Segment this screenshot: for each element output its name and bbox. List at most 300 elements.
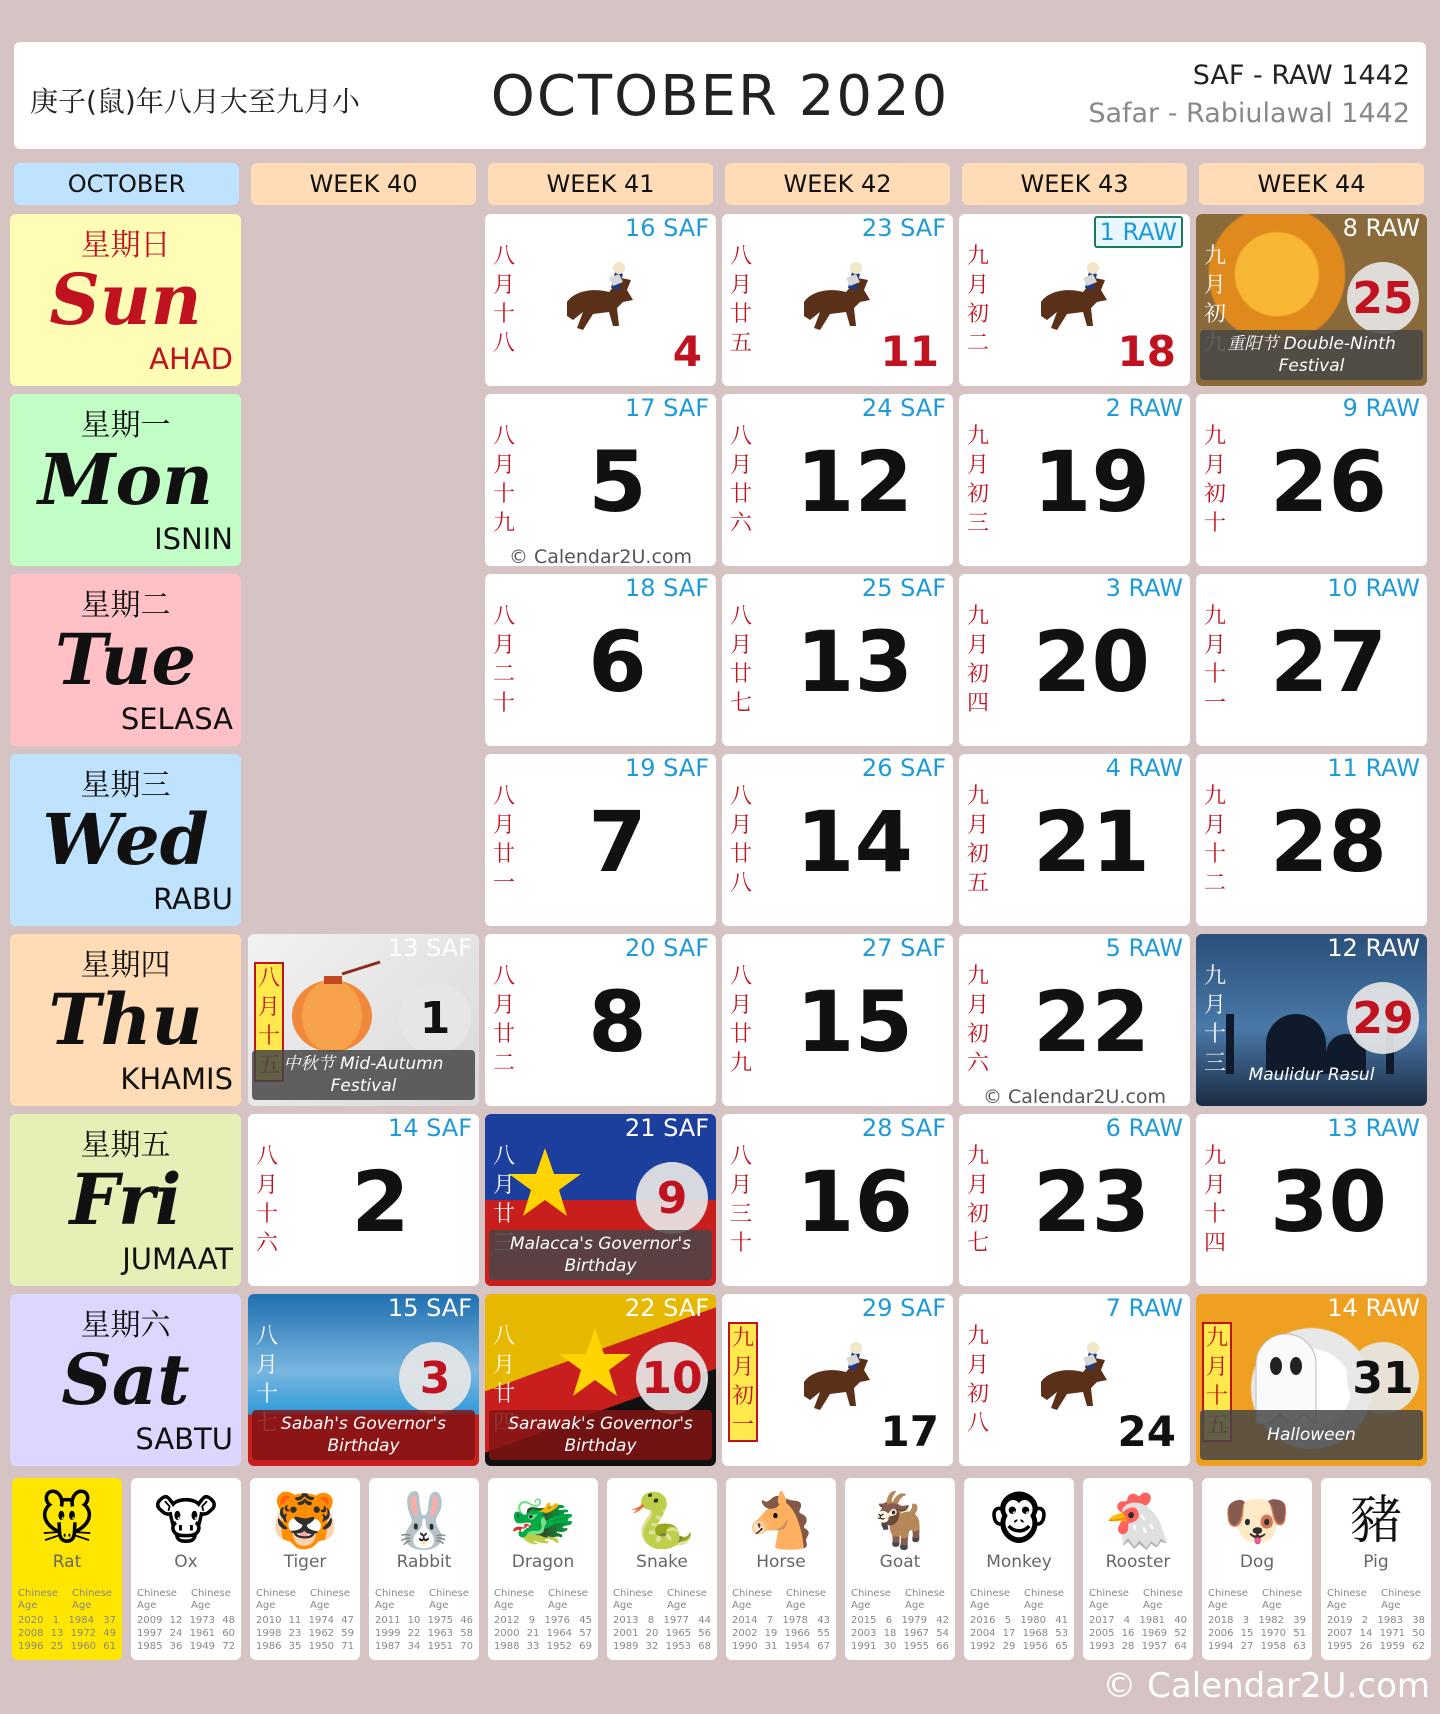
age-header-label: Chinese Age bbox=[548, 1588, 588, 1611]
zodiac-name: Rooster bbox=[1105, 1552, 1171, 1572]
lunar-date: 八月廿 bbox=[492, 1324, 515, 1407]
age-cell: 13 bbox=[50, 1628, 64, 1639]
age-cell: 1983 bbox=[1377, 1615, 1403, 1626]
age-cell: 60 bbox=[222, 1628, 235, 1639]
age-cell: 5 bbox=[1004, 1615, 1012, 1626]
lunar-date: 八月廿 bbox=[492, 1144, 515, 1227]
age-cell: 44 bbox=[698, 1615, 711, 1626]
zodiac-name: Dragon bbox=[511, 1552, 575, 1572]
age-row bbox=[970, 1640, 1068, 1653]
zodiac-name: Tiger bbox=[283, 1552, 327, 1572]
day-name-chinese: 星期五 bbox=[80, 1128, 171, 1163]
islamic-date: 16 SAF bbox=[624, 214, 709, 242]
day-number: 11 bbox=[880, 327, 939, 376]
age-cell: 3 bbox=[1242, 1615, 1250, 1626]
zodiac-age-header bbox=[137, 1588, 235, 1612]
holiday-label: 中秋节 Mid-Autumn Festival bbox=[252, 1050, 475, 1100]
age-cell: 1961 bbox=[189, 1628, 216, 1639]
lunar-date: 八月十六 bbox=[255, 1144, 278, 1256]
age-cell: 50 bbox=[1412, 1628, 1425, 1639]
age-cell: 67 bbox=[817, 1641, 830, 1652]
day-number: 6 bbox=[588, 613, 647, 711]
islamic-date: 10 RAW bbox=[1327, 574, 1420, 602]
day-number: 14 bbox=[796, 793, 913, 891]
age-cell: 1963 bbox=[427, 1628, 454, 1639]
age-cell: 33 bbox=[526, 1641, 540, 1652]
age-header-label: Chinese Age bbox=[72, 1588, 112, 1611]
age-cell: 1973 bbox=[189, 1615, 216, 1626]
day-cell-9[interactable] bbox=[485, 1114, 716, 1286]
age-header-label: Chinese Age bbox=[429, 1588, 469, 1611]
age-cell: 20 bbox=[645, 1628, 659, 1639]
age-row bbox=[494, 1614, 592, 1627]
lunar-date: 八月三十 bbox=[729, 1144, 752, 1256]
day-cell-15[interactable] bbox=[722, 934, 953, 1106]
day-cell-28[interactable] bbox=[1196, 754, 1427, 926]
day-number: 5 bbox=[588, 433, 647, 531]
age-row bbox=[613, 1640, 711, 1653]
day-number: 20 bbox=[1033, 613, 1150, 711]
lunar-date: 八月十九 bbox=[492, 424, 515, 536]
zodiac-card-pig bbox=[1321, 1478, 1431, 1660]
day-cell-2[interactable] bbox=[248, 1114, 479, 1286]
age-row bbox=[18, 1614, 116, 1627]
age-header-label: Chinese Age bbox=[1143, 1588, 1183, 1611]
horse-racing-icon bbox=[1023, 1330, 1123, 1426]
day-cell-10[interactable] bbox=[485, 1294, 716, 1466]
day-label-wed bbox=[10, 754, 241, 926]
islamic-date: 14 RAW bbox=[1327, 1294, 1420, 1322]
day-number: 29 bbox=[1347, 982, 1419, 1054]
zodiac-card-dragon bbox=[488, 1478, 598, 1660]
age-cell: 2000 bbox=[494, 1628, 520, 1639]
zodiac-age-header bbox=[732, 1588, 830, 1612]
lunar-year-label: 庚子(鼠)年八月大至九月小 bbox=[30, 85, 360, 118]
age-cell: 1977 bbox=[663, 1615, 689, 1626]
islamic-date: 28 SAF bbox=[861, 1114, 946, 1142]
day-name-chinese: 星期日 bbox=[80, 228, 171, 263]
age-cell: 1970 bbox=[1260, 1628, 1287, 1639]
age-cell: 2013 bbox=[613, 1615, 639, 1626]
age-row bbox=[18, 1627, 116, 1640]
age-cell: 72 bbox=[222, 1641, 235, 1652]
day-cell-30[interactable] bbox=[1196, 1114, 1427, 1286]
day-number: 10 bbox=[636, 1342, 708, 1414]
zodiac-card-snake bbox=[607, 1478, 717, 1660]
age-cell: 57 bbox=[579, 1628, 592, 1639]
day-label-thu bbox=[10, 934, 241, 1106]
day-number: 23 bbox=[1033, 1153, 1150, 1251]
age-header-label: Chinese Age bbox=[1089, 1588, 1129, 1611]
day-name-english: Sun bbox=[49, 258, 202, 341]
rabbit-icon: 🐰 bbox=[390, 1489, 458, 1552]
age-cell: 71 bbox=[341, 1641, 354, 1652]
age-cell: 68 bbox=[698, 1641, 711, 1652]
islamic-date: 17 SAF bbox=[624, 394, 709, 422]
week-column-head: WEEK 42 bbox=[725, 163, 950, 205]
islamic-date: 13 SAF bbox=[387, 934, 472, 962]
day-cell-19[interactable] bbox=[959, 394, 1190, 566]
zodiac-name: Goat bbox=[879, 1552, 921, 1572]
day-number: 13 bbox=[796, 613, 913, 711]
age-cell: 15 bbox=[1240, 1628, 1254, 1639]
age-cell: 2010 bbox=[256, 1615, 282, 1626]
age-cell: 27 bbox=[1240, 1641, 1254, 1652]
flag-star-icon bbox=[555, 1324, 635, 1404]
day-cell-27[interactable] bbox=[1196, 574, 1427, 746]
age-cell: 64 bbox=[1174, 1641, 1187, 1652]
day-name-english: Tue bbox=[54, 618, 197, 701]
watermark: © Calendar2U.com bbox=[508, 546, 693, 566]
day-name-english: Wed bbox=[42, 798, 209, 881]
age-cell: 1967 bbox=[903, 1628, 930, 1639]
age-cell: 34 bbox=[407, 1641, 421, 1652]
zodiac-name: Dog bbox=[1239, 1552, 1275, 1572]
age-cell: 1998 bbox=[256, 1628, 282, 1639]
age-cell: 2001 bbox=[613, 1628, 639, 1639]
week-column-head: WEEK 43 bbox=[962, 163, 1187, 205]
day-number: 12 bbox=[796, 433, 913, 531]
zodiac-name: Horse bbox=[756, 1552, 806, 1572]
islamic-date: 29 SAF bbox=[861, 1294, 946, 1322]
zodiac-age-header bbox=[851, 1588, 949, 1612]
day-number: 30 bbox=[1270, 1153, 1387, 1251]
age-header-label: Chinese Age bbox=[970, 1588, 1010, 1611]
age-cell: 1955 bbox=[903, 1641, 930, 1652]
islamic-month-long: Safar - Rabiulawal 1442 bbox=[1088, 98, 1410, 129]
age-header-label: Chinese Age bbox=[191, 1588, 231, 1611]
age-cell: 1978 bbox=[782, 1615, 808, 1626]
day-cell-22[interactable] bbox=[959, 934, 1190, 1106]
age-cell: 1979 bbox=[901, 1615, 927, 1626]
zodiac-card-tiger bbox=[250, 1478, 360, 1660]
day-name-malay: ISNIN bbox=[154, 522, 233, 556]
age-cell: 31 bbox=[764, 1641, 778, 1652]
age-row bbox=[137, 1640, 235, 1653]
islamic-month-short: SAF - RAW 1442 bbox=[1192, 60, 1410, 91]
age-row bbox=[851, 1640, 949, 1653]
age-cell: 6 bbox=[885, 1615, 893, 1626]
age-cell: 1974 bbox=[308, 1615, 335, 1626]
holiday-label: Halloween bbox=[1200, 1410, 1423, 1460]
day-name-malay: SABTU bbox=[135, 1422, 233, 1456]
lunar-date: 九月初六 bbox=[966, 964, 989, 1076]
day-number: 8 bbox=[588, 973, 647, 1071]
day-cell-21[interactable] bbox=[959, 754, 1190, 926]
day-name-chinese: 星期一 bbox=[80, 408, 171, 443]
horse-racing-icon bbox=[786, 1330, 886, 1426]
day-name-english: Thu bbox=[48, 978, 203, 1061]
age-cell: 30 bbox=[883, 1641, 897, 1652]
day-number: 31 bbox=[1347, 1342, 1419, 1414]
age-cell: 1953 bbox=[665, 1641, 692, 1652]
age-row bbox=[375, 1627, 473, 1640]
lunar-date: 九月初 bbox=[1203, 244, 1226, 327]
lunar-date: 八月廿七 bbox=[729, 604, 752, 716]
age-cell: 65 bbox=[1055, 1641, 1068, 1652]
islamic-date: 15 SAF bbox=[387, 1294, 472, 1322]
age-cell: 42 bbox=[936, 1615, 949, 1626]
age-header-label: Chinese Age bbox=[851, 1588, 891, 1611]
age-cell: 14 bbox=[1359, 1628, 1373, 1639]
day-cell-8[interactable] bbox=[485, 934, 716, 1106]
islamic-date: 5 RAW bbox=[1105, 934, 1183, 962]
age-cell: 1993 bbox=[1089, 1641, 1115, 1652]
day-name-chinese: 星期二 bbox=[80, 588, 171, 623]
lunar-date: 九月十二 bbox=[1203, 784, 1226, 896]
day-number: 9 bbox=[636, 1162, 708, 1234]
zodiac-card-rat bbox=[12, 1478, 122, 1660]
age-cell: 25 bbox=[50, 1641, 64, 1652]
day-cell-20[interactable] bbox=[959, 574, 1190, 746]
age-cell: 1972 bbox=[70, 1628, 97, 1639]
age-cell: 48 bbox=[222, 1615, 235, 1626]
age-cell: 1957 bbox=[1141, 1641, 1168, 1652]
day-name-malay: RABU bbox=[153, 882, 233, 916]
day-cell-29[interactable] bbox=[1196, 934, 1427, 1106]
age-cell: 1975 bbox=[427, 1615, 454, 1626]
age-cell: 40 bbox=[1174, 1615, 1187, 1626]
day-number: 25 bbox=[1347, 262, 1419, 334]
zodiac-age-header bbox=[375, 1588, 473, 1612]
age-cell: 69 bbox=[579, 1641, 592, 1652]
age-cell: 36 bbox=[169, 1641, 183, 1652]
age-cell: 26 bbox=[1359, 1641, 1373, 1652]
zodiac-age-header bbox=[1208, 1588, 1306, 1612]
day-cell-12[interactable] bbox=[722, 394, 953, 566]
lunar-date: 八月廿八 bbox=[729, 784, 752, 896]
zodiac-age-header bbox=[1327, 1588, 1425, 1612]
zodiac-age-table bbox=[732, 1614, 830, 1653]
day-cell-13[interactable] bbox=[722, 574, 953, 746]
calendar-header bbox=[14, 42, 1426, 149]
age-cell: 1984 bbox=[68, 1615, 94, 1626]
watermark: © Calendar2U.com bbox=[982, 1086, 1167, 1106]
age-cell: 2019 bbox=[1327, 1615, 1353, 1626]
age-header-label: Chinese Age bbox=[1327, 1588, 1367, 1611]
footer-watermark: © Calendar2U.com bbox=[1102, 1666, 1430, 1706]
age-cell: 2020 bbox=[18, 1615, 44, 1626]
flag-star-icon bbox=[505, 1144, 585, 1224]
day-cell-17[interactable] bbox=[722, 1294, 953, 1466]
day-cell-18[interactable] bbox=[959, 214, 1190, 386]
zodiac-age-header bbox=[1089, 1588, 1187, 1612]
zodiac-name: Rabbit bbox=[396, 1552, 452, 1572]
lunar-date: 八月十 bbox=[254, 962, 284, 1082]
age-header-label: Chinese Age bbox=[905, 1588, 945, 1611]
islamic-date: 21 SAF bbox=[624, 1114, 709, 1142]
age-row bbox=[970, 1614, 1068, 1627]
zodiac-age-table bbox=[613, 1614, 711, 1653]
age-cell: 52 bbox=[1174, 1628, 1187, 1639]
islamic-date: 23 SAF bbox=[861, 214, 946, 242]
age-cell: 22 bbox=[407, 1628, 421, 1639]
age-cell: 41 bbox=[1055, 1615, 1068, 1626]
age-row bbox=[1327, 1614, 1425, 1627]
day-cell-7[interactable] bbox=[485, 754, 716, 926]
age-cell: 39 bbox=[1293, 1615, 1306, 1626]
islamic-date: 14 SAF bbox=[387, 1114, 472, 1142]
day-name-english: Sat bbox=[61, 1338, 190, 1421]
islamic-date: 2 RAW bbox=[1105, 394, 1183, 422]
lunar-date: 九月初七 bbox=[966, 1144, 989, 1256]
age-cell: 1985 bbox=[137, 1641, 163, 1652]
zodiac-card-horse bbox=[726, 1478, 836, 1660]
islamic-date: 7 RAW bbox=[1105, 1294, 1183, 1322]
day-name-malay: AHAD bbox=[149, 342, 233, 376]
age-row bbox=[613, 1614, 711, 1627]
islamic-date: 13 RAW bbox=[1327, 1114, 1420, 1142]
dog-icon: 🐶 bbox=[1223, 1489, 1291, 1552]
age-cell: 1981 bbox=[1139, 1615, 1165, 1626]
day-cell-31[interactable] bbox=[1196, 1294, 1427, 1466]
day-cell-23[interactable] bbox=[959, 1114, 1190, 1286]
age-cell: 37 bbox=[103, 1615, 116, 1626]
age-cell: 1962 bbox=[308, 1628, 335, 1639]
lunar-date: 九月十一 bbox=[1203, 604, 1226, 716]
horse-racing-icon bbox=[549, 250, 649, 346]
age-cell: 1960 bbox=[70, 1641, 97, 1652]
lunar-date: 九月初八 bbox=[966, 1324, 989, 1436]
age-cell: 55 bbox=[817, 1628, 830, 1639]
age-row bbox=[732, 1640, 830, 1653]
age-cell: 61 bbox=[103, 1641, 116, 1652]
day-number: 27 bbox=[1270, 613, 1387, 711]
week-column-head: WEEK 40 bbox=[251, 163, 476, 205]
zodiac-age-table bbox=[18, 1614, 116, 1653]
zodiac-age-table bbox=[1208, 1614, 1306, 1653]
day-number: 7 bbox=[588, 793, 647, 891]
age-cell: 1968 bbox=[1022, 1628, 1049, 1639]
age-row bbox=[256, 1640, 354, 1653]
day-cell-6[interactable] bbox=[485, 574, 716, 746]
age-cell: 2005 bbox=[1089, 1628, 1115, 1639]
islamic-date: 18 SAF bbox=[624, 574, 709, 602]
day-cell-4[interactable] bbox=[485, 214, 716, 386]
age-cell: 43 bbox=[817, 1615, 830, 1626]
islamic-date: 11 RAW bbox=[1327, 754, 1420, 782]
zodiac-age-header bbox=[613, 1588, 711, 1612]
age-cell: 2016 bbox=[970, 1615, 996, 1626]
age-cell: 2009 bbox=[137, 1615, 163, 1626]
lunar-date: 八月廿一 bbox=[492, 784, 515, 896]
lunar-date: 九月十三 bbox=[1203, 964, 1226, 1076]
lunar-date: 九月初一 bbox=[728, 1322, 758, 1442]
zodiac-age-header bbox=[970, 1588, 1068, 1612]
islamic-date: 20 SAF bbox=[624, 934, 709, 962]
day-cell-24[interactable] bbox=[959, 1294, 1190, 1466]
horse-icon: 🐴 bbox=[747, 1489, 815, 1552]
age-cell: 1994 bbox=[1208, 1641, 1234, 1652]
day-name-malay: SELASA bbox=[120, 702, 233, 736]
age-header-label: Chinese Age bbox=[137, 1588, 177, 1611]
lunar-date: 八月廿五 bbox=[729, 244, 752, 356]
age-cell: 1952 bbox=[546, 1641, 573, 1652]
age-cell: 62 bbox=[1412, 1641, 1425, 1652]
day-cell-3[interactable] bbox=[248, 1294, 479, 1466]
age-cell: 2014 bbox=[732, 1615, 758, 1626]
day-label-mon bbox=[10, 394, 241, 566]
page-title: OCTOBER 2020 bbox=[490, 64, 950, 129]
islamic-date: 27 SAF bbox=[861, 934, 946, 962]
day-cell-26[interactable] bbox=[1196, 394, 1427, 566]
age-row bbox=[851, 1614, 949, 1627]
age-cell: 51 bbox=[1293, 1628, 1306, 1639]
age-cell: 1996 bbox=[18, 1641, 44, 1652]
age-row bbox=[256, 1614, 354, 1627]
age-cell: 1 bbox=[52, 1615, 60, 1626]
age-cell: 58 bbox=[460, 1628, 473, 1639]
lunar-date: 八月二十 bbox=[492, 604, 515, 716]
age-header-label: Chinese Age bbox=[732, 1588, 772, 1611]
day-number: 21 bbox=[1033, 793, 1150, 891]
age-header-label: Chinese Age bbox=[256, 1588, 296, 1611]
age-row bbox=[732, 1614, 830, 1627]
horse-racing-icon bbox=[786, 250, 886, 346]
age-cell: 1976 bbox=[544, 1615, 570, 1626]
day-cell-14[interactable] bbox=[722, 754, 953, 926]
islamic-date: 9 RAW bbox=[1342, 394, 1420, 422]
lunar-date: 九月初五 bbox=[966, 784, 989, 896]
age-row bbox=[1089, 1640, 1187, 1653]
zodiac-card-rabbit bbox=[369, 1478, 479, 1660]
islamic-date: 19 SAF bbox=[624, 754, 709, 782]
month-column-head: OCTOBER bbox=[14, 163, 239, 205]
day-number: 16 bbox=[796, 1153, 913, 1251]
age-cell: 1980 bbox=[1020, 1615, 1046, 1626]
age-header-label: Chinese Age bbox=[1208, 1588, 1248, 1611]
day-number: 28 bbox=[1270, 793, 1387, 891]
day-name-malay: JUMAAT bbox=[122, 1242, 233, 1276]
age-cell: 1995 bbox=[1327, 1641, 1353, 1652]
age-row bbox=[1089, 1627, 1187, 1640]
day-cell-11[interactable] bbox=[722, 214, 953, 386]
holiday-label: Sarawak's Governor's Birthday bbox=[489, 1410, 712, 1460]
age-cell: 70 bbox=[460, 1641, 473, 1652]
day-cell-1[interactable] bbox=[248, 934, 479, 1106]
age-cell: 4 bbox=[1123, 1615, 1131, 1626]
day-label-fri bbox=[10, 1114, 241, 1286]
zodiac-age-table bbox=[375, 1614, 473, 1653]
age-cell: 10 bbox=[407, 1615, 421, 1626]
zodiac-name: Monkey bbox=[986, 1552, 1052, 1572]
age-cell: 11 bbox=[288, 1615, 302, 1626]
age-row bbox=[18, 1640, 116, 1653]
lunar-date: 八月廿六 bbox=[729, 424, 752, 536]
day-number: 2 bbox=[351, 1153, 410, 1251]
day-name-chinese: 星期六 bbox=[80, 1308, 171, 1343]
zodiac-card-goat bbox=[845, 1478, 955, 1660]
age-row bbox=[494, 1640, 592, 1653]
age-cell: 17 bbox=[1002, 1628, 1016, 1639]
age-row bbox=[1208, 1614, 1306, 1627]
zodiac-age-table bbox=[256, 1614, 354, 1653]
age-row bbox=[1208, 1627, 1306, 1640]
age-row bbox=[1089, 1614, 1187, 1627]
zodiac-name: Ox bbox=[174, 1552, 198, 1572]
age-cell: 32 bbox=[645, 1641, 659, 1652]
day-cell-5[interactable] bbox=[485, 394, 716, 566]
day-number: 19 bbox=[1033, 433, 1150, 531]
day-cell-16[interactable] bbox=[722, 1114, 953, 1286]
age-cell: 1982 bbox=[1258, 1615, 1284, 1626]
lunar-date: 八月十八 bbox=[492, 244, 515, 356]
rooster-icon: 🐔 bbox=[1104, 1489, 1172, 1552]
day-cell-25[interactable] bbox=[1196, 214, 1427, 386]
zodiac-age-header bbox=[18, 1588, 116, 1612]
lunar-date: 九月初十 bbox=[1203, 424, 1226, 536]
age-row bbox=[613, 1627, 711, 1640]
